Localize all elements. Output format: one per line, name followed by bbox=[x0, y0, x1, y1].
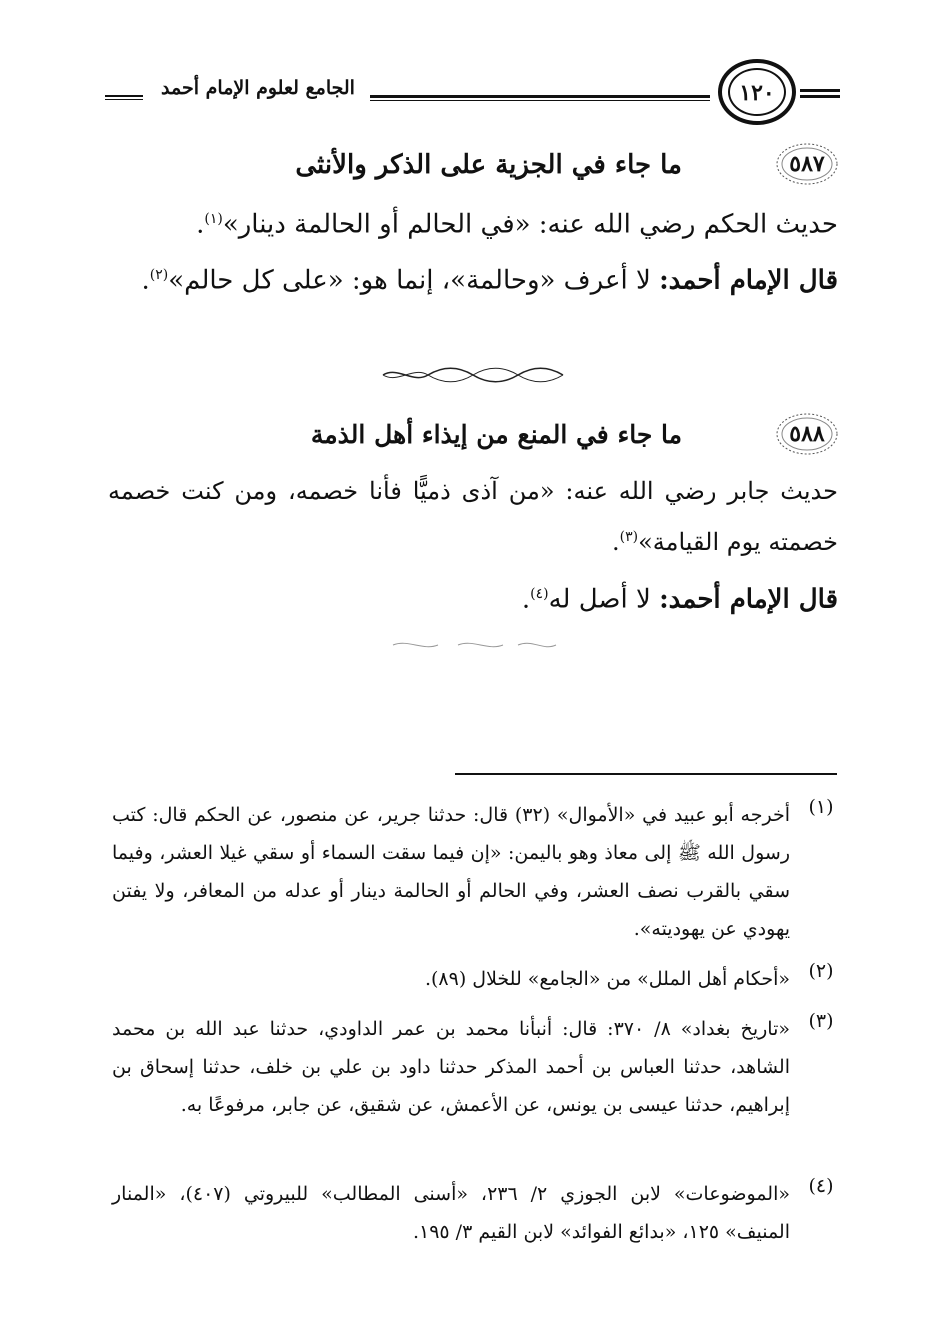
header-rule bbox=[800, 89, 840, 92]
header-rule bbox=[370, 100, 710, 101]
page-number: ١٢٠ bbox=[739, 80, 775, 106]
section-number: ٥٨٧ bbox=[789, 151, 825, 177]
footnote-ref: (٤) bbox=[530, 586, 549, 602]
ahmad-statement: قال الإمام أحمد: لا أعرف «وحالمة»، إنما هو: «على كل حالم»$^{(٢)}$. bbox=[141, 265, 838, 296]
footnote-ref: (٣) bbox=[619, 529, 639, 545]
footnote-ref: (١) bbox=[204, 211, 223, 227]
header-rule bbox=[105, 95, 143, 97]
footnote-separator bbox=[455, 773, 837, 775]
section-heading: ما جاء في المنع من إيذاء أهل الذمة bbox=[310, 420, 682, 449]
ahmad-statement: قال الإمام أحمد: لا أصل له$^{(٤)}$. bbox=[521, 584, 838, 615]
page-number-badge bbox=[718, 59, 796, 125]
footnote-text: أخرجه أبو عبيد في «الأموال» (٣٢) قال: حدثنا جرير، عن منصور، عن الحكم قال: كتب رسول الله ﷺ إلى معاذ وهو باليمن: «إن فيما سقت السماء أو سقي غيلا العشر، وفيما سقي بالقرب نصف العشر، وفي الحالم أو الحالمة دينار أو عدله من المعافر، ولا يفتن يهودي عن يهوديته». bbox=[112, 804, 790, 940]
hadith-text: حديث الحكم رضي الله عنه: «في الحالم أو الحالمة دينار» bbox=[222, 209, 838, 240]
ahmad-text: لا أعرف «وحالمة»، إنما هو: «على كل حالم» bbox=[168, 265, 651, 296]
hadith-paragraph: حديث جابر رضي الله عنه: «من آذى ذميًّا فأنا خصمه، ومن كنت خصمه خصمته يوم القيامة»$^{(٣)}$. bbox=[108, 477, 838, 556]
section-number-ornament bbox=[775, 142, 839, 186]
section-number-ornament bbox=[775, 412, 839, 456]
header-rule bbox=[800, 95, 840, 98]
page-header bbox=[100, 55, 840, 125]
footnote-text: «الموضوعات» لابن الجوزي ٢/ ٢٣٦، «أسنى المطالب» للبيروتي (٤٠٧)، «المنار المنيف» ١٢٥، «بدائع الفوائد» لابن القيم ٣/ ١٩٥. bbox=[112, 1183, 790, 1243]
book-title: الجامع لعلوم الإمام أحمد bbox=[161, 77, 355, 99]
header-rule bbox=[105, 99, 143, 100]
footnote-number: (٣) bbox=[808, 1010, 834, 1032]
footnote-number: (١) bbox=[808, 796, 834, 818]
hadith-paragraph: حديث الحكم رضي الله عنه: «في الحالم أو الحالمة دينار»$^{(١)}$. bbox=[196, 209, 838, 240]
ahmad-text: لا أصل له bbox=[548, 584, 651, 615]
section-number: ٥٨٨ bbox=[789, 421, 825, 447]
footnote-text: «تاريخ بغداد» ٨/ ٣٧٠: قال: أنبأنا محمد بن عمر الداودي، حدثنا عبد الله بن محمد الشاهد، حدثنا العباس بن أحمد المذكر حدثنا داود بن علي بن خلف، حدثنا إسحاق بن إبراهيم، حدثنا عيسى بن يونس، عن الأعمش، عن شقيق، عن جابر، مرفوعًا به. bbox=[112, 1018, 790, 1116]
ornamental-divider bbox=[378, 366, 568, 384]
ahmad-label: قال الإمام أحمد: bbox=[659, 584, 838, 615]
section-heading: ما جاء في الجزية على الذكر والأنثى bbox=[295, 150, 682, 180]
footnote-ref: (٢) bbox=[149, 267, 169, 283]
hadith-text: حديث جابر رضي الله عنه: «من آذى ذميًّا فأنا خصمه، ومن كنت خصمه خصمته يوم القيامة» bbox=[108, 477, 838, 556]
footnote-number: (٤) bbox=[808, 1175, 834, 1197]
ahmad-label: قال الإمام أحمد: bbox=[659, 265, 838, 296]
footnote-text: «أحكام أهل الملل» من «الجامع» للخلال (٨٩). bbox=[424, 968, 790, 990]
ornamental-divider bbox=[378, 638, 568, 656]
header-rule bbox=[370, 95, 710, 98]
footnote-number: (٢) bbox=[808, 960, 834, 982]
